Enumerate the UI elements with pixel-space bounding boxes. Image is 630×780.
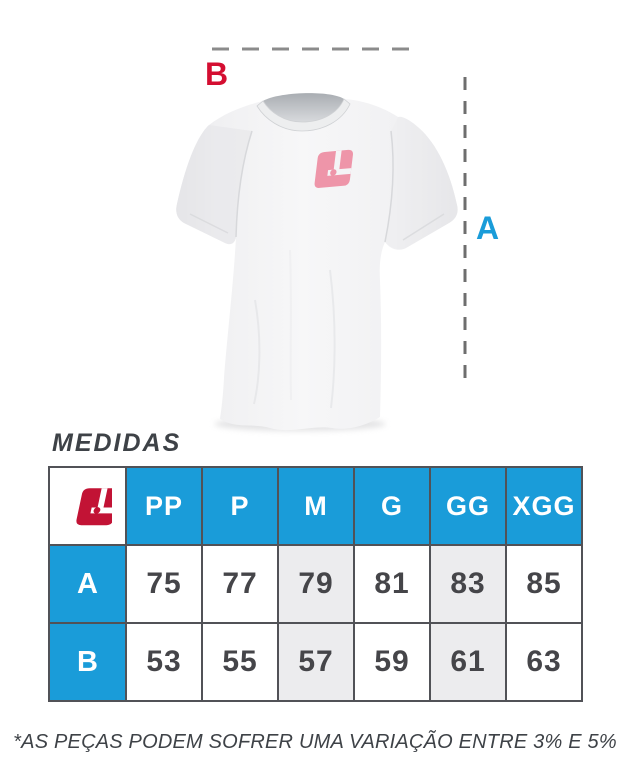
size-header-p: P — [202, 467, 278, 545]
right-sleeve — [385, 117, 458, 249]
size-table-container — [48, 466, 583, 702]
cell-a-m: 79 — [278, 545, 354, 623]
cell-a-xgg: 85 — [506, 545, 582, 623]
size-header-gg: GG — [430, 467, 506, 545]
size-header-m: M — [278, 467, 354, 545]
section-heading: MEDIDAS — [52, 429, 182, 457]
cell-b-p: 55 — [202, 623, 278, 701]
height-measure-label: A — [476, 210, 500, 246]
brand-logo-g-icon — [64, 483, 112, 529]
variation-footnote: *AS PEÇAS PODEM SOFRER UMA VARIAÇÃO ENTRE 3% E 5% — [13, 731, 617, 753]
cell-b-gg: 61 — [430, 623, 506, 701]
row-label-a: A — [49, 545, 126, 623]
table-row-a — [49, 545, 582, 623]
table-row-b — [49, 623, 582, 701]
row-label-b: B — [49, 623, 126, 701]
cell-b-m: 57 — [278, 623, 354, 701]
cell-a-gg: 83 — [430, 545, 506, 623]
cell-a-pp: 75 — [126, 545, 202, 623]
cell-b-pp: 53 — [126, 623, 202, 701]
table-logo-cell — [49, 467, 126, 545]
size-header-xgg: XGG — [506, 467, 582, 545]
size-table — [48, 466, 583, 702]
cell-b-g: 59 — [354, 623, 430, 701]
cell-a-g: 81 — [354, 545, 430, 623]
size-header-pp: PP — [126, 467, 202, 545]
size-table-header-row — [49, 467, 582, 545]
cell-a-p: 77 — [202, 545, 278, 623]
size-header-g: G — [354, 467, 430, 545]
cell-b-xgg: 63 — [506, 623, 582, 701]
width-measure-label: B — [205, 56, 229, 92]
